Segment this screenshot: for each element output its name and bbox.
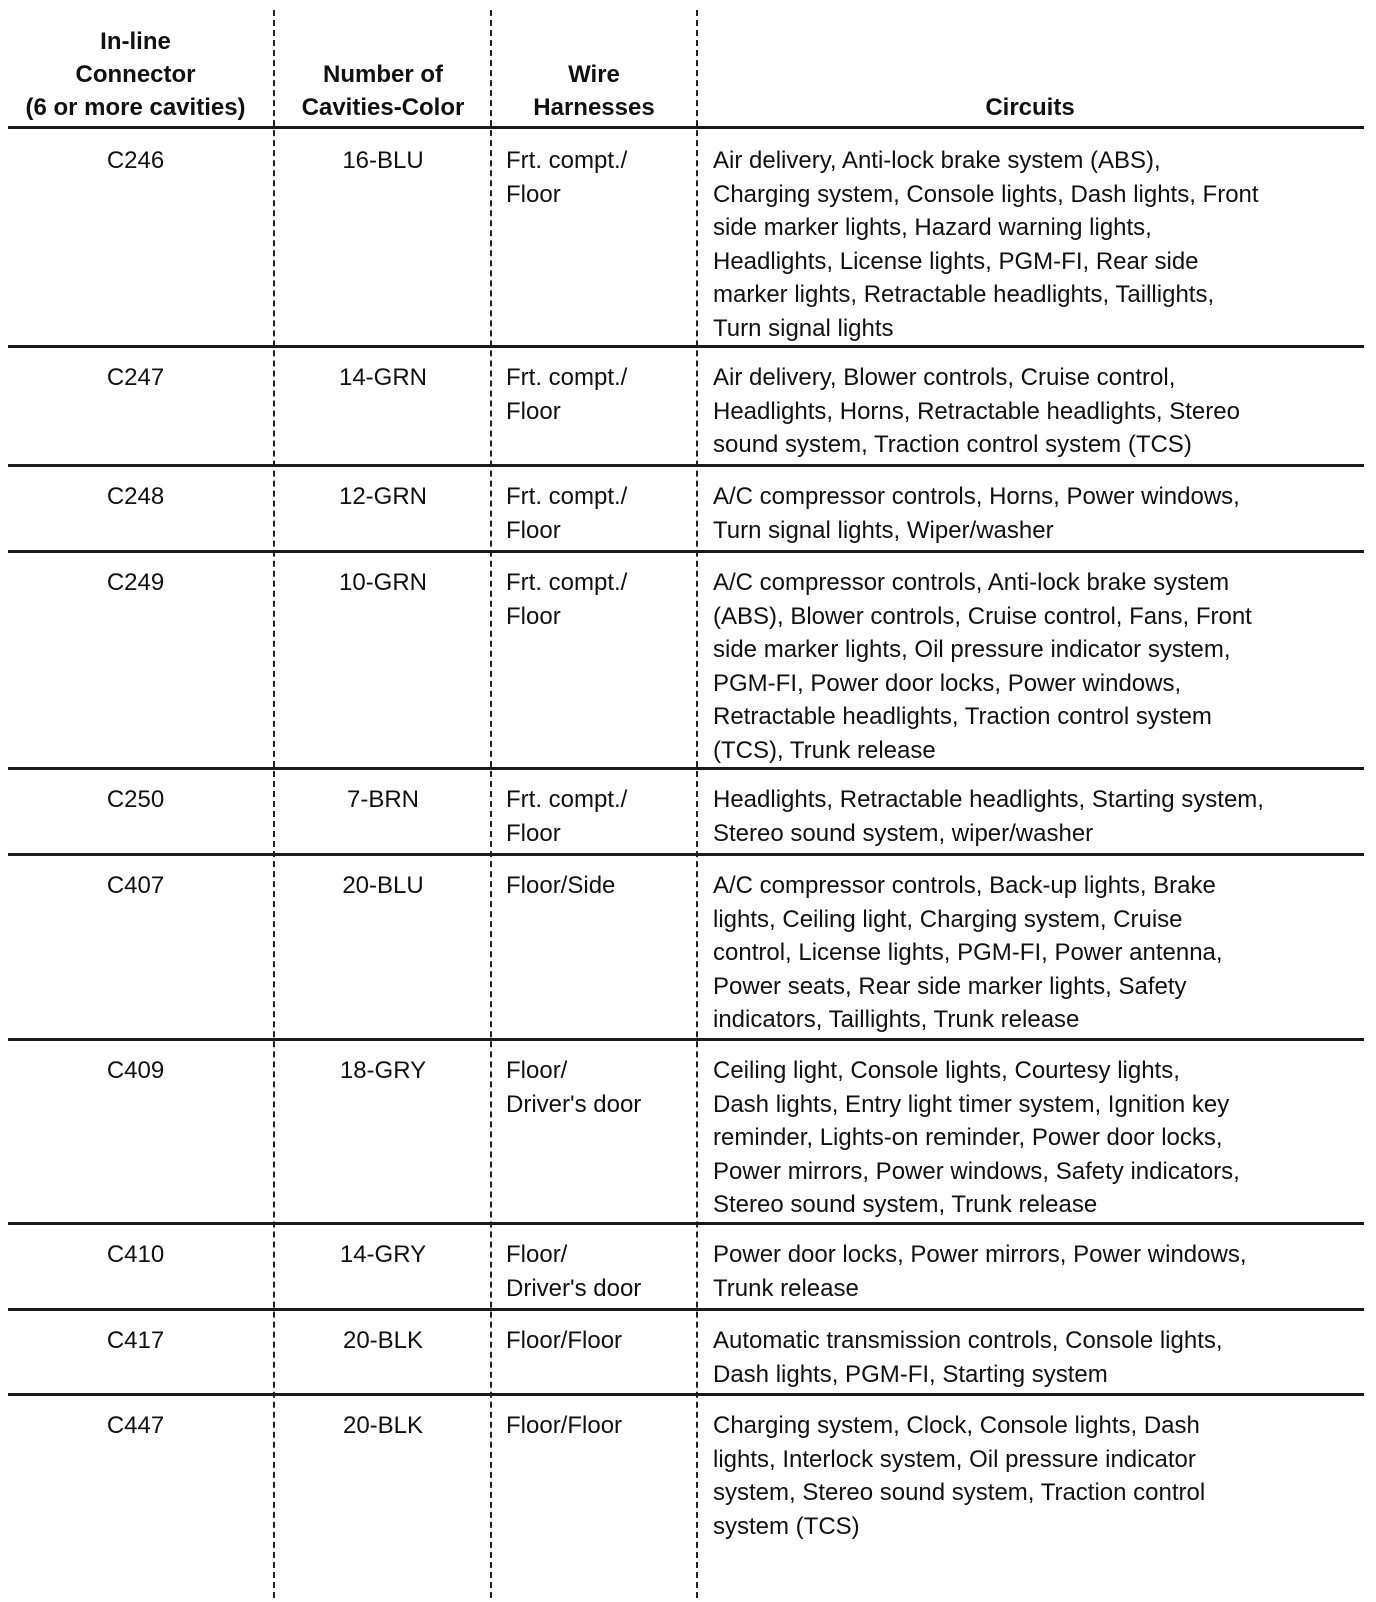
cavities-cell-line: 20-BLK: [342, 1327, 424, 1354]
circuits-cell-line: Charging system, Clock, Console lights, Dash: [713, 1412, 1200, 1439]
row-rule: [8, 464, 1364, 467]
circuits-cell-line: Turn signal lights: [713, 314, 894, 342]
circuits-cell-line: A/C compressor controls, Anti-lock brake system: [713, 569, 1230, 596]
connector-cell: [8, 144, 263, 178]
circuits-cell-line: Stereo sound system, wiper/washer: [713, 819, 1094, 847]
circuits-cell-line: A/C compressor controls, Horns, Power windows,: [713, 483, 1240, 510]
wire-harness-cell-line: Frt. compt./: [506, 364, 628, 391]
circuits-cell-line: side marker lights, Oil pressure indicator system,: [713, 636, 1231, 663]
wire-harness-cell: [506, 1238, 694, 1305]
row-rule: [8, 853, 1364, 856]
cavities-cell-line: 16-BLU: [342, 147, 424, 174]
cavities-cell: [278, 1409, 488, 1443]
circuits-cell: [713, 566, 1359, 767]
wire-harness-cell-line: Frt. compt./: [506, 786, 628, 813]
wire-harness-cell: [506, 783, 694, 850]
circuits-cell-line: Charging system, Console lights, Dash lights, Front: [713, 180, 1259, 208]
row-rule: [8, 345, 1364, 348]
wire-harness-cell-line: Frt. compt./: [506, 483, 628, 510]
row-rule: [8, 767, 1364, 770]
circuits-cell-line: lights, Ceiling light, Charging system, Cruise: [713, 905, 1183, 933]
header-rule: [8, 126, 1364, 129]
header-connector: [8, 10, 263, 128]
column-divider-1: [273, 10, 275, 1598]
connector-cell: [8, 1409, 263, 1443]
header-connector-line: In-line: [100, 28, 171, 55]
connector-table: [8, 10, 1364, 1598]
wire-harness-cell: [506, 869, 694, 903]
circuits-cell-line: indicators, Taillights, Trunk release: [713, 1006, 1080, 1033]
cavities-cell: [278, 361, 488, 395]
circuits-cell-line: Air delivery, Anti-lock brake system (ABS),: [713, 147, 1161, 174]
header-cavities: [278, 10, 488, 128]
cavities-cell: [278, 869, 488, 903]
row-rule: [8, 1393, 1364, 1396]
connector-cell-line: C447: [106, 1412, 165, 1439]
circuits-cell: [713, 1324, 1359, 1391]
wire-harness-cell-line: Floor: [506, 516, 561, 544]
connector-cell: [8, 1054, 263, 1088]
connector-cell-line: C409: [106, 1057, 165, 1084]
circuits-cell-line: reminder, Lights-on reminder, Power door locks,: [713, 1124, 1223, 1151]
wire-harness-cell: [506, 1409, 694, 1443]
circuits-cell-line: control, License lights, PGM-FI, Power antenna,: [713, 939, 1223, 966]
cavities-cell: [278, 1238, 488, 1272]
connector-cell-line: C246: [106, 147, 165, 174]
connector-cell: [8, 566, 263, 600]
connector-cell-line: C417: [106, 1327, 165, 1354]
circuits-cell-line: Headlights, License lights, PGM-FI, Rear side: [713, 247, 1199, 275]
circuits-cell: [713, 480, 1359, 547]
circuits-cell-line: marker lights, Retractable headlights, Taillights,: [713, 281, 1215, 308]
cavities-cell-line: 20-BLU: [342, 872, 424, 899]
circuits-cell-line: sound system, Traction control system (TCS): [713, 431, 1192, 458]
wire-harness-cell: [506, 361, 694, 428]
cavities-cell-line: 14-GRY: [339, 1241, 427, 1268]
circuits-cell-line: Dash lights, PGM-FI, Starting system: [713, 1360, 1108, 1388]
circuits-cell-line: Power mirrors, Power windows, Safety indicators,: [713, 1157, 1240, 1185]
wire-harness-cell-line: Floor/Side: [506, 872, 616, 899]
cavities-cell: [278, 144, 488, 178]
circuits-cell: [713, 1054, 1359, 1222]
circuits-cell-line: Stereo sound system, Trunk release: [713, 1191, 1098, 1218]
wire-harness-cell-line: Driver's door: [506, 1274, 642, 1302]
circuits-cell: [713, 1409, 1359, 1543]
cavities-cell-line: 12-GRN: [338, 483, 428, 510]
cavities-cell-line: 20-BLK: [342, 1412, 424, 1439]
wire-harness-cell: [506, 1324, 694, 1358]
row-rule: [8, 1222, 1364, 1225]
connector-cell: [8, 1324, 263, 1358]
cavities-cell-line: 10-GRN: [338, 569, 428, 596]
circuits-cell-line: system, Stereo sound system, Traction control: [713, 1479, 1206, 1506]
cavities-cell: [278, 1054, 488, 1088]
circuits-cell-line: Headlights, Retractable headlights, Starting system,: [713, 786, 1264, 813]
row-rule: [8, 1038, 1364, 1041]
circuits-cell: [713, 361, 1359, 462]
wire-harness-cell-line: Driver's door: [506, 1090, 642, 1118]
wire-harness-cell-line: Floor/Floor: [506, 1412, 623, 1439]
connector-cell: [8, 869, 263, 903]
header-circuits-line: Circuits: [985, 94, 1075, 121]
connector-cell: [8, 480, 263, 514]
connector-cell: [8, 361, 263, 395]
wire-harness-cell-line: Floor: [506, 180, 561, 208]
wire-harness-cell: [506, 144, 694, 211]
header-wire-line: Wire: [568, 61, 620, 88]
circuits-cell-line: Dash lights, Entry light timer system, Ignition key: [713, 1090, 1230, 1118]
circuits-cell-line: Trunk release: [713, 1274, 859, 1302]
wire-harness-cell-line: Floor: [506, 397, 561, 425]
header-cavities-line: Number of: [322, 61, 443, 88]
cavities-cell-line: 18-GRY: [339, 1057, 427, 1084]
wire-harness-cell-line: Frt. compt./: [506, 569, 628, 596]
circuits-cell-line: Automatic transmission controls, Console lights,: [713, 1327, 1223, 1354]
cavities-cell: [278, 566, 488, 600]
connector-cell: [8, 783, 263, 817]
cavities-cell: [278, 783, 488, 817]
circuits-cell-line: side marker lights, Hazard warning lights,: [713, 214, 1152, 241]
wire-harness-cell-line: Floor/: [506, 1241, 568, 1268]
connector-cell-line: C249: [106, 569, 165, 596]
wire-harness-cell-line: Floor: [506, 602, 561, 630]
wire-harness-cell-line: Floor/Floor: [506, 1327, 623, 1354]
header-wire: [494, 10, 694, 128]
circuits-cell: [713, 869, 1359, 1037]
header-connector-line: (6 or more cavities): [25, 94, 246, 121]
wire-harness-cell: [506, 480, 694, 547]
circuits-cell-line: Power door locks, Power mirrors, Power windows,: [713, 1241, 1247, 1268]
header-circuits: [700, 10, 1360, 128]
header-cavities-line: Cavities-Color: [301, 94, 465, 121]
wire-harness-cell-line: Frt. compt./: [506, 147, 628, 174]
circuits-cell-line: system (TCS): [713, 1512, 860, 1540]
connector-cell-line: C247: [106, 364, 165, 391]
header-connector-line: Connector: [75, 61, 196, 88]
row-rule: [8, 550, 1364, 553]
circuits-cell-line: Headlights, Horns, Retractable headlights, Stereo: [713, 397, 1240, 425]
connector-cell: [8, 1238, 263, 1272]
circuits-cell-line: Air delivery, Blower controls, Cruise control,: [713, 364, 1176, 391]
circuits-cell-line: Turn signal lights, Wiper/washer: [713, 516, 1054, 544]
wire-harness-cell: [506, 566, 694, 633]
column-divider-2: [490, 10, 492, 1598]
circuits-cell: [713, 144, 1359, 345]
cavities-cell: [278, 1324, 488, 1358]
wire-harness-cell-line: Floor/: [506, 1057, 568, 1084]
header-wire-line: Harnesses: [533, 94, 655, 121]
circuits-cell-line: Power seats, Rear side marker lights, Safety: [713, 972, 1187, 1000]
connector-cell-line: C248: [106, 483, 165, 510]
cavities-cell: [278, 480, 488, 514]
circuits-cell-line: Ceiling light, Console lights, Courtesy lights,: [713, 1057, 1180, 1084]
connector-cell-line: C250: [106, 786, 165, 813]
circuits-cell-line: A/C compressor controls, Back-up lights, Brake: [713, 872, 1216, 899]
circuits-cell-line: (ABS), Blower controls, Cruise control, Fans, Front: [713, 602, 1252, 630]
circuits-cell: [713, 1238, 1359, 1305]
circuits-cell-line: Retractable headlights, Traction control system: [713, 703, 1212, 730]
circuits-cell-line: (TCS), Trunk release: [713, 736, 936, 764]
cavities-cell-line: 7-BRN: [346, 786, 419, 813]
wire-harness-cell-line: Floor: [506, 819, 561, 847]
row-rule: [8, 1308, 1364, 1311]
connector-cell-line: C407: [106, 872, 165, 899]
circuits-cell: [713, 783, 1359, 850]
connector-cell-line: C410: [106, 1241, 165, 1268]
wire-harness-cell: [506, 1054, 694, 1121]
cavities-cell-line: 14-GRN: [338, 364, 428, 391]
circuits-cell-line: PGM-FI, Power door locks, Power windows,: [713, 669, 1182, 697]
column-divider-3: [696, 10, 698, 1598]
circuits-cell-line: lights, Interlock system, Oil pressure indicator: [713, 1445, 1196, 1473]
